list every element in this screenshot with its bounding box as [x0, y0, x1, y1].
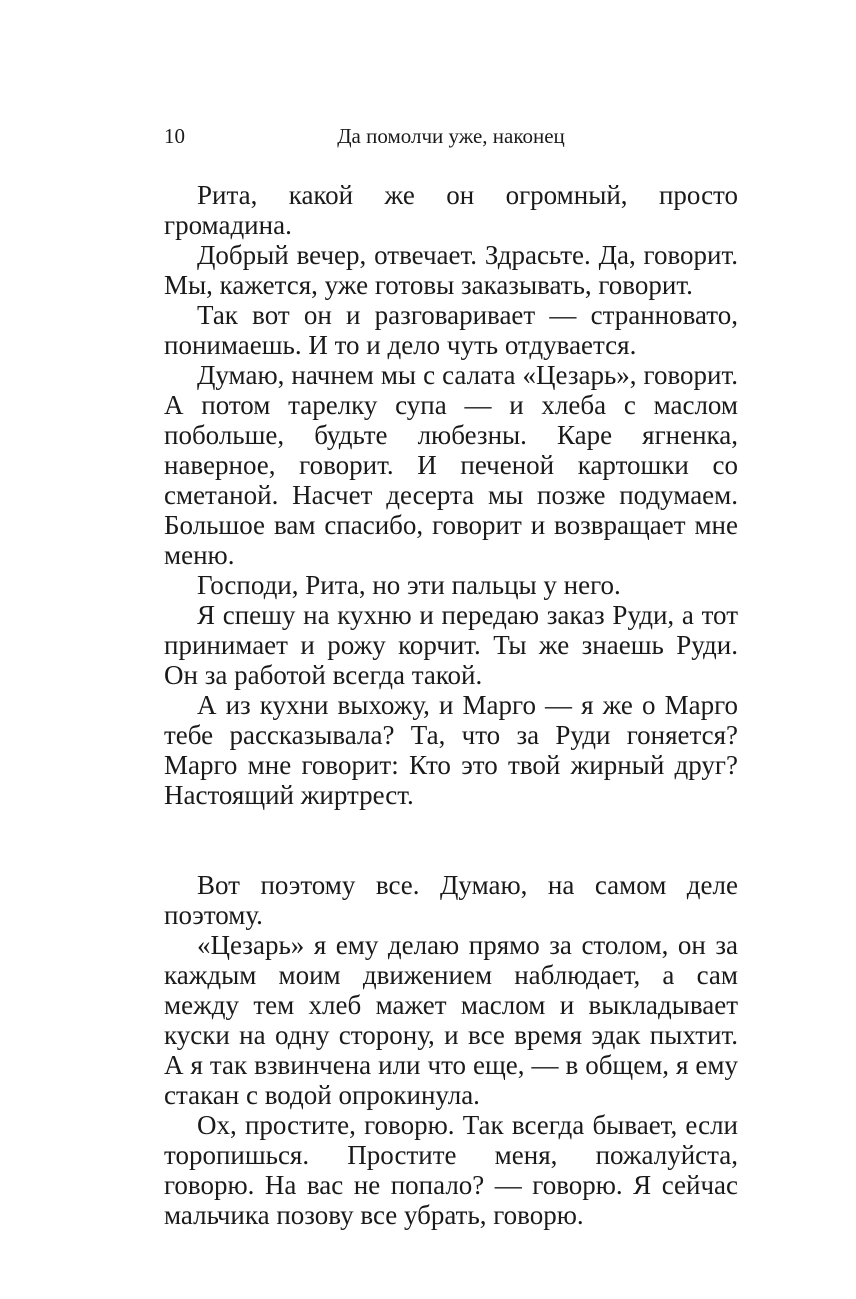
- paragraph: Ох, простите, говорю. Так всегда бывает, если торопишься. Простите меня, пожалуйста, говорю. На вас не попало? — говорю. Я сейчас мальчика позову все убрать, говорю.: [164, 1110, 738, 1230]
- paragraph: А из кухни выхожу, и Марго — я же о Марго тебе рассказывала? Та, что за Руди гоняется? Марго мне говорит: Кто это твой жирный друг? Настоящий жиртрест.: [164, 690, 738, 810]
- running-title: Да помолчи уже, наконец: [337, 124, 565, 148]
- paragraph: «Цезарь» я ему делаю прямо за столом, он за каждым моим движением наблюдает, а сам между тем хлеб мажет маслом и выкладывает куски на одну сторону, и все время эдак пыхтит. А я так взвинчена или что еще, — в общем, я ему стакан с водой опрокинула.: [164, 930, 738, 1110]
- paragraph: Я спешу на кухню и передаю заказ Руди, а тот принимает и рожу корчит. Ты же знаешь Руди. Он за работой всегда такой.: [164, 600, 738, 690]
- paragraph: Вот поэтому все. Думаю, на самом деле поэтому.: [164, 870, 738, 930]
- paragraph: Рита, какой же он огромный, просто громадина.: [164, 180, 738, 240]
- paragraph: Думаю, начнем мы с салата «Цезарь», говорит. А потом тарелку супа — и хлеба с маслом побольше, будьте любезны. Каре ягненка, наверное, говорит. И печеной картошки со сметаной. Насчет десерта мы позже подумаем. Большое вам спасибо, говорит и возвращает мне меню.: [164, 360, 738, 570]
- paragraph: Добрый вечер, отвечает. Здрасьте. Да, говорит. Мы, кажется, уже готовы заказывать, говорит.: [164, 240, 738, 300]
- page-header: [164, 124, 738, 150]
- page-number: 10: [164, 124, 185, 148]
- section-break: [164, 810, 738, 870]
- paragraph: Господи, Рита, но эти пальцы у него.: [197, 570, 621, 600]
- paragraph: Так вот он и разговаривает — странновато, понимаешь. И то и дело чуть отдувается.: [164, 300, 738, 360]
- body-text: [164, 180, 738, 1230]
